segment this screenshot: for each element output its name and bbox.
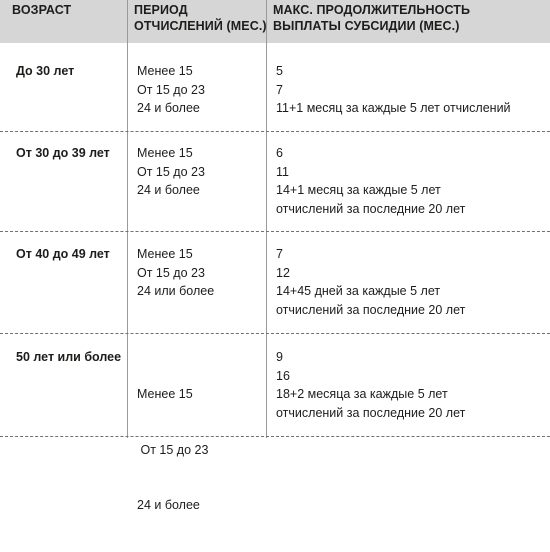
row-age: От 30 до 39 лет [16, 146, 110, 160]
period-value: 24 и более [137, 101, 200, 115]
duration-value: 9 [276, 350, 283, 364]
period-value: 24 или более [137, 284, 215, 298]
header-period-line1: ПЕРИОД [134, 3, 188, 17]
row-age: От 40 до 49 лет [16, 247, 110, 261]
period-value: 24 и более [137, 498, 200, 512]
period-value: От 15 до 23 [137, 164, 205, 179]
row-periods [137, 62, 205, 118]
duration-value: отчислений за последние 20 лет [276, 405, 466, 420]
header-max-duration [273, 3, 470, 37]
header-max-line2: ВЫПЛАТЫ СУБСИДИИ (МЕС.) [273, 18, 460, 33]
row-divider [0, 333, 550, 334]
row-periods [137, 348, 208, 552]
duration-value: 11+1 месяц за каждые 5 лет отчислений [276, 101, 511, 115]
duration-value: 5 [276, 64, 283, 78]
duration-value: 7 [276, 82, 283, 97]
period-value: От 15 до 23 [137, 82, 205, 97]
duration-value: 6 [276, 146, 283, 160]
duration-value: 18+2 месяца за каждые 5 лет [276, 387, 448, 401]
duration-value: 7 [276, 247, 283, 261]
period-value: От 15 до 23 [137, 442, 209, 457]
header-age: ВОЗРАСТ [12, 3, 72, 17]
period-value: Менее 15 [137, 247, 193, 261]
header-max-line1: МАКС. ПРОДОЛЖИТЕЛЬНОСТЬ [273, 3, 471, 17]
column-divider [266, 0, 267, 438]
header-period [134, 3, 267, 37]
row-age: 50 лет или более [16, 350, 122, 364]
row-durations [276, 245, 465, 319]
duration-value: 11 [276, 164, 289, 179]
row-durations [276, 62, 511, 118]
duration-value: 14+1 месяц за каждые 5 лет [276, 183, 441, 197]
period-value: От 15 до 23 [137, 265, 205, 280]
row-durations [276, 348, 465, 422]
period-value: Менее 15 [137, 146, 193, 160]
row-age: До 30 лет [16, 64, 75, 78]
duration-value: 16 [276, 368, 290, 383]
duration-value: отчислений за последние 20 лет [276, 302, 466, 317]
period-value: Менее 15 [137, 387, 193, 401]
row-periods [137, 245, 214, 301]
row-periods [137, 144, 205, 200]
period-value: 24 и более [137, 183, 200, 197]
row-divider [0, 231, 550, 232]
period-value: Менее 15 [137, 64, 193, 78]
header-period-line2: ОТЧИСЛЕНИЙ (МЕС.) [134, 18, 267, 33]
row-divider [0, 131, 550, 132]
column-divider [127, 0, 128, 438]
row-divider [0, 436, 550, 437]
duration-value: 14+45 дней за каждые 5 лет [276, 284, 441, 298]
duration-value: 12 [276, 265, 290, 280]
duration-value: отчислений за последние 20 лет [276, 201, 466, 216]
row-durations [276, 144, 465, 218]
